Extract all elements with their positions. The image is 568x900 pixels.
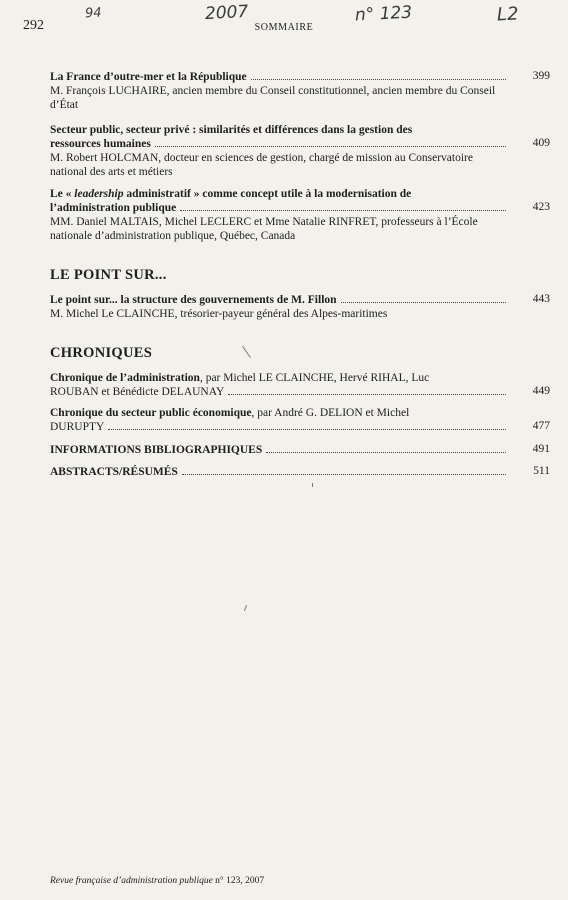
section-heading-chroniques: CHRONIQUES xyxy=(50,345,153,361)
entry-page-number: 423 xyxy=(532,201,550,213)
handwritten-note-4: L2 xyxy=(496,3,520,26)
entry-authors-line1: , par Michel LE CLAINCHE, Hervé RIHAL, Luc xyxy=(199,372,430,384)
toc-entry-luchaire[interactable] xyxy=(50,70,506,112)
dot-leader xyxy=(228,394,506,395)
entry-page-number: 511 xyxy=(533,465,550,477)
entry-title-italic: leadership xyxy=(74,188,124,200)
entry-title: Chronique de l’administration xyxy=(50,372,200,384)
toc-entry-chronique-secteur-public[interactable] xyxy=(50,406,506,434)
page-title: SOMMAIRE xyxy=(254,22,314,33)
dot-leader xyxy=(266,452,506,453)
entry-page-number: 491 xyxy=(532,443,550,455)
entry-title-line1: Secteur public, secteur privé : similarités et différences dans la gestion des xyxy=(50,124,413,136)
entry-authors-line2: ROUBAN et Bénédicte DELAUNAY xyxy=(50,386,225,398)
entry-page-number: 449 xyxy=(532,385,550,397)
dot-leader xyxy=(182,474,506,475)
entry-author: M. François LUCHAIRE, ancien membre du Conseil constitutionnel, ancien membre du Conseil d’État xyxy=(50,85,496,111)
entry-title-line2: ressources humaines xyxy=(50,138,151,150)
handwritten-note-2: 2007 xyxy=(204,1,249,25)
entry-title-prefix: Le « xyxy=(50,188,72,200)
dot-leader xyxy=(341,302,506,303)
toc-entry-maltais[interactable] xyxy=(50,187,506,243)
entry-author: M. Michel Le CLAINCHE, trésorier-payeur général des Alpes-maritimes xyxy=(50,308,388,320)
dot-leader xyxy=(251,79,506,80)
entry-title: INFORMATIONS BIBLIOGRAPHIQUES xyxy=(50,444,263,456)
footer-journal: Revue française d’administration publique xyxy=(50,876,213,886)
toc-entry-chronique-administration[interactable] xyxy=(50,371,506,399)
entry-page-number: 443 xyxy=(532,293,550,305)
handwritten-note-1: 94 xyxy=(84,5,102,22)
entry-author: M. Robert HOLCMAN, docteur en sciences de gestion, chargé de mission au Conservatoire national des arts et métiers xyxy=(50,152,473,178)
pen-mark xyxy=(312,483,313,487)
pen-mark xyxy=(244,605,247,611)
page-number: 292 xyxy=(23,18,44,33)
toc-entry-fillon[interactable] xyxy=(50,293,506,321)
entry-page-number: 409 xyxy=(532,137,550,149)
entry-page-number: 477 xyxy=(532,420,550,432)
entry-title-line2: l’administration publique xyxy=(50,202,177,214)
entry-title: La France d’outre-mer et la République xyxy=(50,71,247,83)
toc-entry-informations[interactable] xyxy=(50,443,506,457)
dot-leader xyxy=(108,429,506,430)
pen-mark xyxy=(242,346,251,358)
dot-leader xyxy=(180,210,506,211)
footer-issue: n° 123, 2007 xyxy=(215,876,265,886)
entry-title: Chronique du secteur public économique xyxy=(50,407,252,419)
entry-authors-line1: , par André G. DELION et Michel xyxy=(251,407,410,419)
entry-title: Le point sur... la structure des gouvernements de M. Fillon xyxy=(50,294,337,306)
page-footer xyxy=(50,876,264,886)
entry-page-number: 399 xyxy=(532,70,550,82)
entry-title: ABSTRACTS/RÉSUMÉS xyxy=(50,466,178,478)
toc-entry-abstracts[interactable] xyxy=(50,465,506,479)
handwritten-note-3: n° 123 xyxy=(354,2,413,26)
toc-entry-holcman[interactable] xyxy=(50,123,506,179)
entry-authors-line2: DURUPTY xyxy=(50,421,105,433)
entry-title-line1: administratif » comme concept utile à la modernisation de xyxy=(126,188,412,200)
section-heading-point-sur: LE POINT SUR... xyxy=(50,267,167,283)
entry-author: MM. Daniel MALTAIS, Michel LECLERC et Mme Natalie RINFRET, professeurs à l’École nationale d’administration publique, Québec, Canada xyxy=(50,216,478,242)
dot-leader xyxy=(155,146,506,147)
